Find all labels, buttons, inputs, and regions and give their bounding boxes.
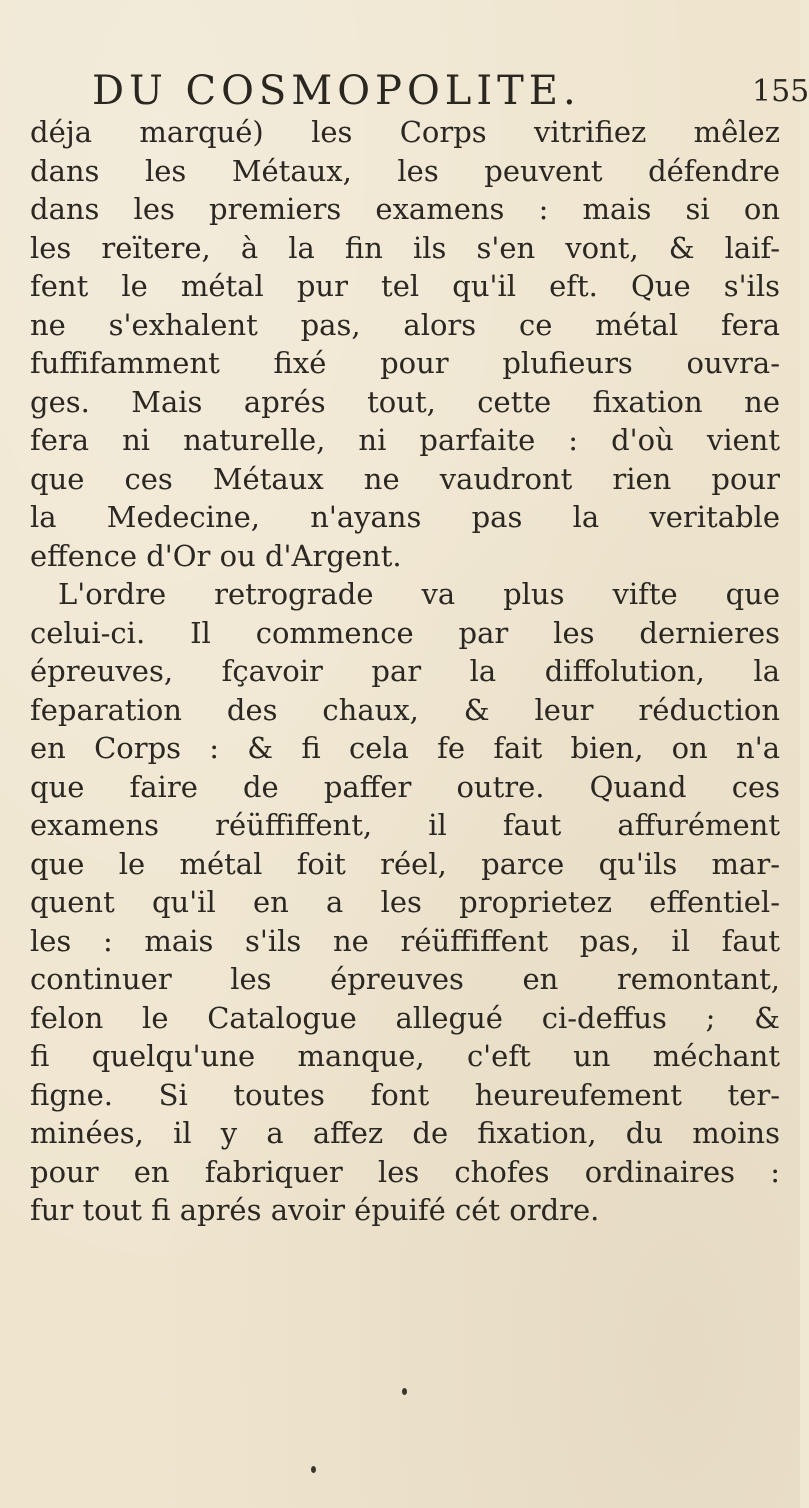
text-line: fent le métal pur tel qu'il eft. Que s'ils (30, 269, 780, 303)
text-line: pour en fabriquer les chofes ordinaires : (30, 1154, 780, 1189)
text-line: déja marqué) les Corps vitrifiez mêlez (30, 115, 780, 149)
text-line: les reïtere, à la fin ils s'en vont, & laif- (30, 230, 780, 265)
text-line: que faire de paffer outre. Quand ces (30, 769, 780, 804)
page-number: 155 (752, 74, 809, 109)
text-line: ges. Mais aprés tout, cette fixation ne (30, 384, 780, 419)
text-line: feparation des chaux, & leur réduction (30, 692, 780, 727)
text-line: continuer les épreuves en remontant, (30, 962, 780, 996)
text-line: fuffifamment fixé pour plufieurs ouvra- (30, 346, 780, 380)
text-line: examens réüffiffent, il faut affurément (30, 808, 780, 842)
page-header (92, 68, 809, 118)
text-line: figne. Si toutes font heureufement ter- (30, 1077, 780, 1112)
text-line: les : mais s'ils ne réüffiffent pas, il faut (30, 923, 780, 958)
ink-speck (311, 1466, 316, 1473)
text-line: dans les Métaux, les peuvent défendre (30, 153, 780, 188)
text-line: fur tout fi aprés avoir épuifé cét ordre. (30, 1193, 600, 1227)
text-line: la Medecine, n'ayans pas la veritable (30, 500, 780, 534)
text-line: que ces Métaux ne vaudront rien pour (30, 461, 780, 496)
text-line: en Corps : & fi cela fe fait bien, on n'a (30, 731, 780, 765)
text-line: fera ni naturelle, ni parfaite : d'où vient (30, 423, 780, 457)
ink-speck (402, 1388, 407, 1395)
text-line: fi quelqu'une manque, c'eft un méchant (30, 1039, 780, 1073)
text-line: effence d'Or ou d'Argent. (30, 538, 402, 573)
text-line: dans les premiers examens : mais si on (30, 192, 780, 226)
text-line: ne s'exhalent pas, alors ce métal fera (30, 307, 780, 342)
text-line: felon le Catalogue allegué ci-deffus ; & (30, 1000, 780, 1035)
text-line: minées, il y a affez de fixation, du moins (30, 1116, 780, 1150)
text-line: épreuves, fçavoir par la diffolution, la (30, 654, 780, 688)
body-text (30, 113, 780, 1230)
running-title: DU COSMOPOLITE. (92, 68, 581, 114)
text-line: L'ordre retrograde va plus vifte que (58, 577, 780, 611)
text-line: quent qu'il en a les proprietez effentiel- (30, 885, 780, 919)
text-line: que le métal foit réel, parce qu'ils mar- (30, 846, 780, 881)
text-line: celui-ci. Il commence par les dernieres (30, 615, 780, 650)
